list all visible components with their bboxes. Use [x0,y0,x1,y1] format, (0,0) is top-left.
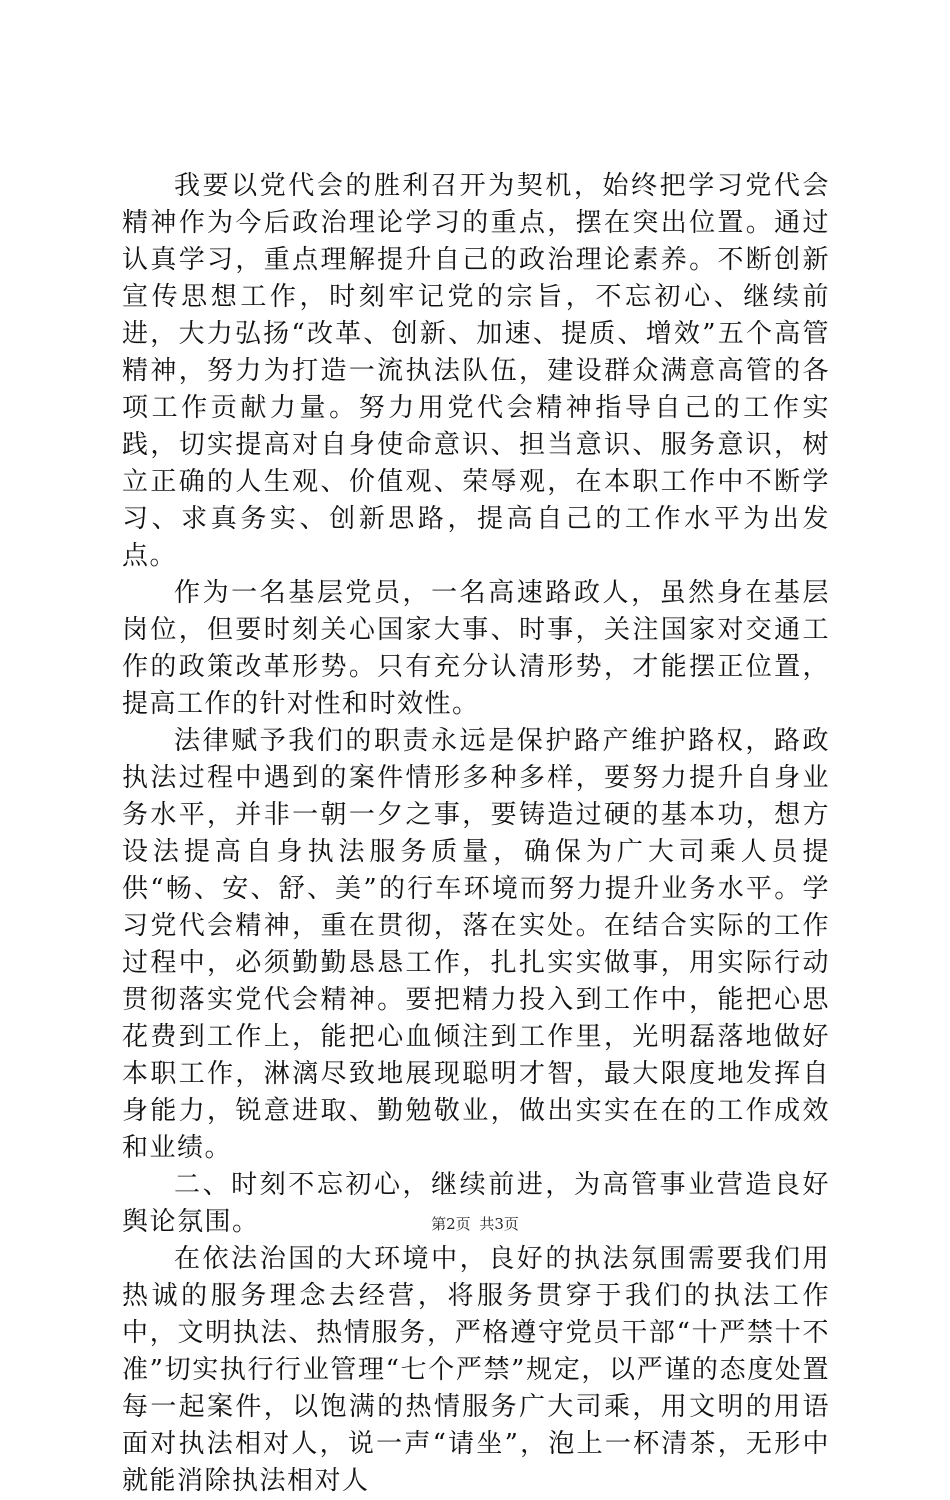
paragraph-1: 我要以党代会的胜利召开为契机，始终把学习党代会精神作为今后政治理论学习的重点，摆在突出位置。通过认真学习，重点理解提升自己的政治理论素养。不断创新宣传思想工作，时刻牢记党的宗旨，不忘初心、继续前进，大力弘扬“改革、创新、加速、提质、增效”五个高管精神，努力为打造一流执法队伍，建设群众满意高管的各项工作贡献力量。努力用党代会精神指导自己的工作实践，切实提高对自身使命意识、担当意识、服务意识，树立正确的人生观、价值观、荣辱观，在本职工作中不断学习、求真务实、创新思路，提高自己的工作水平为出发点。 [122,171,830,571]
paragraph-2: 作为一名基层党员，一名高速路政人，虽然身在基层岗位，但要时刻关心国家大事、时事，关注国家对交通工作的政策改革形势。只有充分认清形势，才能摆正位置，提高工作的针对性和时效性。 [122,578,830,719]
document-body [122,168,830,1500]
page-total: 共3页 [479,1215,519,1233]
section-heading: 二、时刻不忘初心，继续前进，为高管事业营造良好舆论氛围。 [122,1170,830,1237]
page-footer [0,1214,950,1234]
paragraph-4: 在依法治国的大环境中，良好的执法氛围需要我们用热诚的服务理念去经营，将服务贯穿于我们的执法工作中，文明执法、热情服务，严格遵守党员干部“十严禁十不准”切实执行行业管理“七个严禁”规定，以严谨的态度处置每一起案件，以饱满的热情服务广大司乘，用文明的用语面对执法相对人，说一声“请坐”，泡上一杯清茶，无形中就能消除执法相对人 [122,1244,830,1496]
paragraph-3: 法律赋予我们的职责永远是保护路产维护路权，路政执法过程中遇到的案件情形多种多样，要努力提升自身业务水平，并非一朝一夕之事，要铸造过硬的基本功，想方设法提高自身执法服务质量，确保为广大司乘人员提供“畅、安、舒、美”的行车环境而努力提升业务水平。学习党代会精神，重在贯彻，落在实处。在结合实际的工作过程中，必须勤勤恳恳工作，扎扎实实做事，用实际行动贯彻落实党代会精神。要把精力投入到工作中，能把心思花费到工作上，能把心血倾注到工作里，光明磊落地做好本职工作，淋漓尽致地展现聪明才智，最大限度地发挥自身能力，锐意进取、勤勉敬业，做出实实在在的工作成效和业绩。 [122,726,830,1163]
page-number: 第2页 [431,1215,471,1233]
